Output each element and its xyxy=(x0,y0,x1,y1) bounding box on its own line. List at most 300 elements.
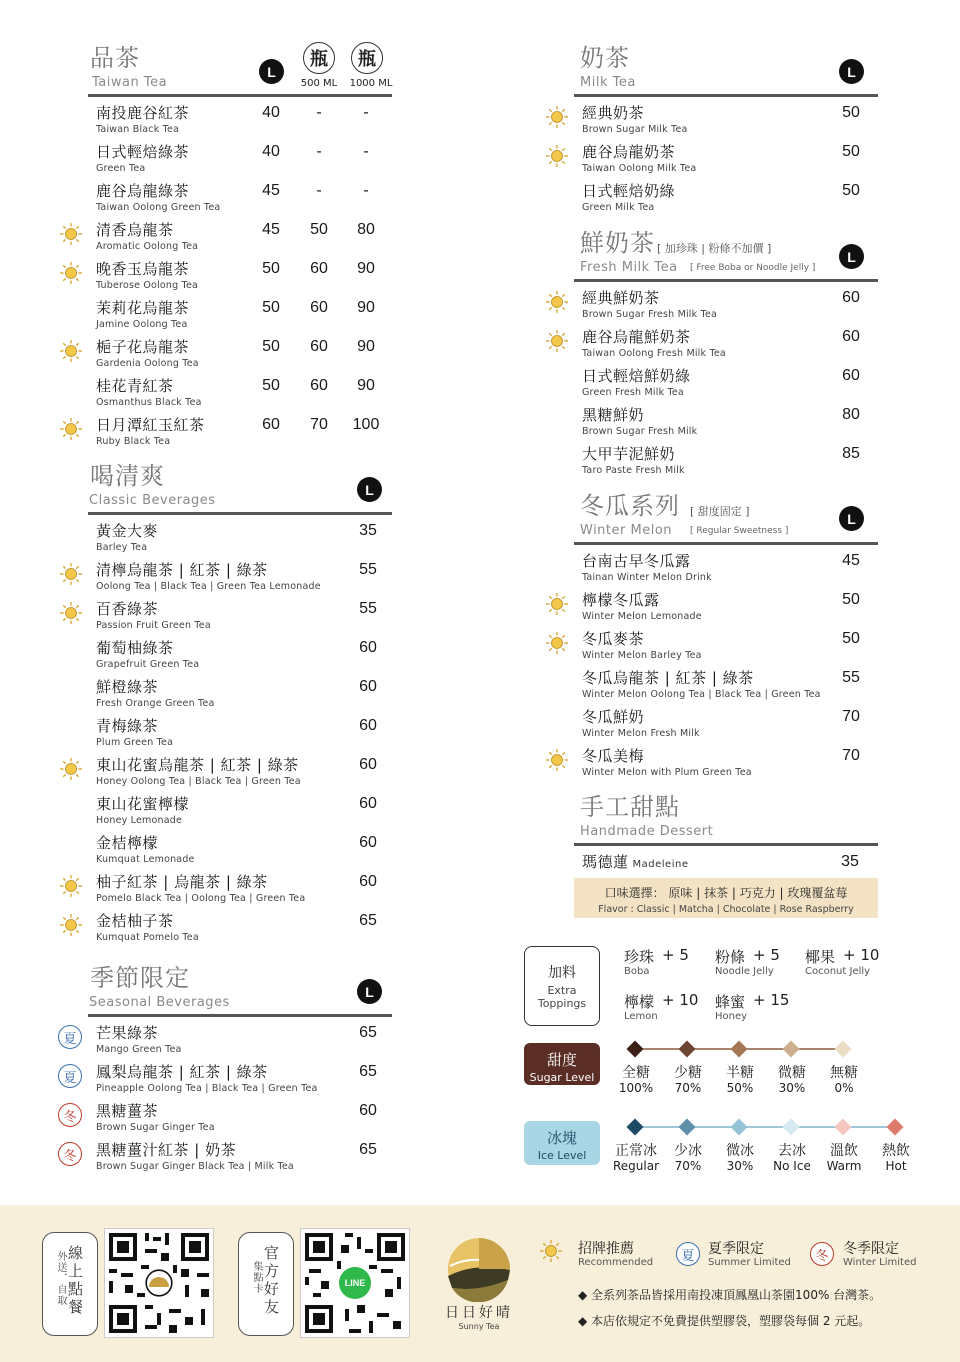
topping-name-en: Coconut Jelly xyxy=(805,966,871,977)
level-name: 微冰 xyxy=(726,1143,754,1159)
line-friend-qr[interactable] xyxy=(300,1228,410,1338)
menu-item xyxy=(96,416,205,455)
topping-price: + 15 xyxy=(753,991,790,1009)
item-price: 85 xyxy=(842,445,860,462)
item-name-en: Taiwan Black Tea xyxy=(96,124,180,135)
item-name: 日式輕焙綠茶 xyxy=(96,143,190,161)
sugar-scale-line xyxy=(610,1040,870,1060)
item-price: 90 xyxy=(357,260,375,277)
summer-badge-icon: 夏 xyxy=(58,1025,82,1049)
level-name: 半糖 xyxy=(726,1065,754,1081)
item-name: 大甲芋泥鮮奶 xyxy=(582,445,676,463)
menu-item xyxy=(96,338,199,377)
menu-item xyxy=(582,630,702,669)
item-name: 鳳梨烏龍茶 | 紅茶 | 綠茶 xyxy=(96,1063,268,1081)
online-order-box[interactable] xyxy=(42,1232,98,1336)
item-price: 60 xyxy=(842,367,860,384)
item-name-en: Gardenia Oolong Tea xyxy=(96,358,199,369)
item-name: 百香綠茶 xyxy=(96,600,159,618)
ml-1000-label: 1000 ML xyxy=(349,78,393,89)
item-name-en: Passion Fruit Green Tea xyxy=(96,620,211,631)
menu-item xyxy=(96,678,214,717)
section-divider xyxy=(88,512,392,515)
item-price: 50 xyxy=(310,221,328,238)
item-name-en: Jamine Oolong Tea xyxy=(96,319,188,330)
winter-melon-title: 冬瓜系列 xyxy=(580,492,680,520)
item-name: 鹿谷烏龍鮮奶茶 xyxy=(582,328,691,346)
menu-item xyxy=(96,834,195,873)
dessert-item xyxy=(582,853,688,874)
item-name-en: Brown Sugar Milk Tea xyxy=(582,124,688,135)
recommended-sun-icon xyxy=(60,875,82,897)
winter-badge-icon: 冬 xyxy=(58,1142,82,1166)
section-divider xyxy=(574,542,878,545)
winter-melon-subtitle: Winter Melon xyxy=(580,523,673,538)
item-name: 冬瓜麥茶 xyxy=(582,630,645,648)
item-name-en: Brown Sugar Ginger Black Tea | Milk Tea xyxy=(96,1161,294,1172)
item-price: 55 xyxy=(842,669,860,686)
online-order-sub: 外送．自取 xyxy=(55,1251,66,1306)
dessert-price: 35 xyxy=(841,853,859,870)
line-logo-icon: LINE xyxy=(339,1267,371,1299)
item-name: 冬瓜鮮奶 xyxy=(582,708,645,726)
recommended-sun-icon xyxy=(546,145,568,167)
flavor-zh: 口味選擇： 原味 | 抹茶 | 巧克力 | 玫瑰覆盆莓 xyxy=(604,886,848,900)
item-name: 冬瓜美梅 xyxy=(582,747,645,765)
item-name-en: Winter Melon with Plum Green Tea xyxy=(582,767,752,778)
section-divider xyxy=(574,94,878,97)
item-name: 柚子紅茶 | 烏龍茶 | 綠茶 xyxy=(96,873,268,891)
item-price: 90 xyxy=(357,377,375,394)
item-name-en: Tainan Winter Melon Drink xyxy=(582,572,712,583)
winter-badge-icon: 冬 xyxy=(810,1242,834,1266)
summer-badge-icon: 夏 xyxy=(58,1064,82,1088)
item-name-en: Taiwan Oolong Green Tea xyxy=(96,202,221,213)
menu-item xyxy=(96,182,220,221)
brand-name-en: Sunny Tea xyxy=(458,1322,500,1331)
level-value: Regular xyxy=(612,1159,660,1173)
recommended-sun-icon xyxy=(60,418,82,440)
level-name: 溫飲 xyxy=(830,1143,858,1159)
topping-price: + 10 xyxy=(843,946,880,964)
footer-note-2-text: 本店依規定不免費提供塑膠袋，塑膠袋每個 2 元起。 xyxy=(591,1314,871,1328)
menu-item xyxy=(96,795,189,834)
topping-price: + 10 xyxy=(662,991,699,1009)
item-price: - xyxy=(363,143,369,160)
item-price: 60 xyxy=(310,299,328,316)
item-price: 70 xyxy=(842,708,860,725)
item-name: 東山花蜜檸檬 xyxy=(96,795,190,813)
item-price: 50 xyxy=(842,143,860,160)
item-name-en: Fresh Orange Green Tea xyxy=(96,698,215,709)
menu-item xyxy=(582,406,697,445)
item-price: 60 xyxy=(262,416,280,433)
topping-name: 珍珠 xyxy=(624,948,655,966)
legend-summer-en: Summer Limited xyxy=(708,1257,791,1268)
summer-badge-icon: 夏 xyxy=(676,1242,700,1266)
topping-name: 檸檬 xyxy=(624,993,655,1011)
item-name-en: Green Milk Tea xyxy=(582,202,655,213)
topping-name: 粉條 xyxy=(715,948,746,966)
level-value: 30% xyxy=(778,1081,806,1095)
item-price: 90 xyxy=(357,299,375,316)
item-name: 東山花蜜烏龍茶 | 紅茶 | 綠茶 xyxy=(96,756,299,774)
bottle-1000-icon: 瓶 xyxy=(351,42,383,74)
menu-item xyxy=(96,1024,182,1063)
dessert-title: 手工甜點 xyxy=(580,793,680,821)
official-friend-sub: 集點卡 xyxy=(251,1261,262,1294)
footer-note-1: ◆ 全系列茶品皆採用南投凍頂鳳凰山茶園100% 台灣茶。 xyxy=(578,1288,882,1302)
menu-item xyxy=(96,756,301,795)
level-value: 70% xyxy=(674,1081,702,1095)
menu-item xyxy=(96,1141,294,1180)
item-name-en: Taro Paste Fresh Milk xyxy=(582,465,685,476)
item-name: 日月潭紅玉紅茶 xyxy=(96,416,205,434)
item-name-en: Taiwan Oolong Fresh Milk Tea xyxy=(582,348,726,359)
item-price: 35 xyxy=(359,522,377,539)
menu-item xyxy=(96,143,189,182)
milk-tea-title: 奶茶 xyxy=(580,44,630,72)
footer-note-1-text: 全系列茶品皆採用南投凍頂鳳凰山茶園100% 台灣茶。 xyxy=(591,1288,882,1302)
size-l-badge: L xyxy=(839,244,864,269)
menu-item xyxy=(582,104,688,143)
legend-recommended-en: Recommended xyxy=(578,1257,654,1268)
recommended-sun-icon xyxy=(540,1240,562,1262)
toppings-zh: 加料 xyxy=(548,965,576,981)
recommended-sun-icon xyxy=(60,223,82,245)
item-name-en: Green Fresh Milk Tea xyxy=(582,387,684,398)
ice-en: Ice Level xyxy=(537,1149,587,1162)
item-price: - xyxy=(316,182,322,199)
fresh-milk-note-en: [ Free Boba or Noodle Jelly ] xyxy=(690,263,816,273)
item-name-en: Pineapple Oolong Tea | Black Tea | Green Tea xyxy=(96,1083,318,1094)
item-name: 青梅綠茶 xyxy=(96,717,159,735)
item-price: 60 xyxy=(310,260,328,277)
item-name-en: Brown Sugar Fresh Milk Tea xyxy=(582,309,718,320)
item-price: 65 xyxy=(359,1063,377,1080)
bottle-500-icon: 瓶 xyxy=(303,42,335,74)
menu-item xyxy=(582,591,702,630)
item-price: 50 xyxy=(842,591,860,608)
topping-name: 椰果 xyxy=(805,948,836,966)
toppings-en1: Extra xyxy=(547,984,577,997)
menu-item xyxy=(582,747,752,786)
item-name-en: Winter Melon Oolong Tea | Black Tea | Green Tea xyxy=(582,689,821,700)
fresh-milk-title: 鮮奶茶 xyxy=(580,229,655,257)
recommended-sun-icon xyxy=(60,602,82,624)
milk-tea-subtitle: Milk Tea xyxy=(580,75,636,90)
legend-winter: 冬季限定 xyxy=(843,1241,899,1257)
section-divider xyxy=(88,94,392,97)
classic-title: 喝清爽 xyxy=(90,462,165,490)
level-name: 全糖 xyxy=(622,1065,650,1081)
menu-item xyxy=(96,522,158,561)
recommended-sun-icon xyxy=(546,593,568,615)
item-name-en: Honey Oolong Tea | Black Tea | Green Tea xyxy=(96,776,301,787)
item-name-en: Winter Melon Barley Tea xyxy=(582,650,702,661)
fresh-milk-note: [ 加珍珠 | 粉條不加價 ] xyxy=(657,242,772,255)
flavor-box xyxy=(574,878,878,918)
item-name-en: Plum Green Tea xyxy=(96,737,174,748)
level-name: 熱飲 xyxy=(882,1143,910,1159)
item-price: 60 xyxy=(359,873,377,890)
recommended-sun-icon xyxy=(546,106,568,128)
item-price: - xyxy=(316,143,322,160)
item-price: 50 xyxy=(262,377,280,394)
menu-item xyxy=(96,299,189,338)
item-name: 黑糖鮮奶 xyxy=(582,406,645,424)
recommended-sun-icon xyxy=(60,914,82,936)
item-price: 50 xyxy=(842,630,860,647)
item-price: 80 xyxy=(842,406,860,423)
item-name-en: Taiwan Oolong Milk Tea xyxy=(582,163,697,174)
level-value: No Ice xyxy=(773,1159,811,1173)
sugar-label xyxy=(524,1043,600,1085)
item-name-en: Green Tea xyxy=(96,163,146,174)
item-price: 40 xyxy=(262,104,280,121)
item-price: - xyxy=(316,104,322,121)
taiwan-tea-subtitle: Taiwan Tea xyxy=(92,75,168,90)
recommended-sun-icon xyxy=(60,758,82,780)
menu-item xyxy=(96,377,202,416)
ice-zh: 冰塊 xyxy=(546,1129,577,1147)
item-price: 60 xyxy=(842,289,860,306)
menu-item xyxy=(582,708,700,747)
item-name-en: Winter Melon Fresh Milk xyxy=(582,728,700,739)
item-price: 65 xyxy=(359,1024,377,1041)
recommended-sun-icon xyxy=(60,262,82,284)
menu-item xyxy=(96,600,211,639)
official-friend-box[interactable] xyxy=(238,1232,294,1336)
ice-label xyxy=(524,1121,600,1165)
size-l-badge: L xyxy=(259,59,284,84)
item-name-en: Osmanthus Black Tea xyxy=(96,397,202,408)
item-name: 清香烏龍茶 xyxy=(96,221,174,239)
online-order-label: 線上點餐 xyxy=(66,1245,84,1317)
item-name: 茉莉花烏龍茶 xyxy=(96,299,190,317)
menu-item xyxy=(582,289,717,328)
item-name: 冬瓜烏龍茶 | 紅茶 | 綠茶 xyxy=(582,669,754,687)
item-name-en: Tuberose Oolong Tea xyxy=(96,280,199,291)
level-value: 100% xyxy=(618,1081,654,1095)
item-name: 黑糖薑茶 xyxy=(96,1102,159,1120)
recommended-sun-icon xyxy=(60,340,82,362)
item-price: 60 xyxy=(359,756,377,773)
dessert-subtitle: Handmade Dessert xyxy=(580,824,714,839)
official-friend-label: 官方好友 xyxy=(262,1245,280,1317)
menu-item xyxy=(582,367,691,406)
item-price: 50 xyxy=(842,182,860,199)
item-price: - xyxy=(363,104,369,121)
level-value: 0% xyxy=(834,1081,854,1095)
topping-name: 蜂蜜 xyxy=(715,993,746,1011)
dessert-name: 瑪德蓮 xyxy=(582,853,629,871)
sugar-en: Sugar Level xyxy=(529,1071,595,1084)
menu-item xyxy=(96,717,173,756)
item-name-en: Pomelo Black Tea | Oolong Tea | Green Tea xyxy=(96,893,306,904)
sugar-zh: 甜度 xyxy=(546,1051,577,1069)
item-name: 金桔柚子茶 xyxy=(96,912,174,930)
flavor-en: Flavor : Classic | Matcha | Chocolate | Rose Raspberry xyxy=(598,904,854,915)
winter-badge-icon: 冬 xyxy=(58,1103,82,1127)
menu-item xyxy=(96,1063,318,1102)
item-price: 65 xyxy=(359,912,377,929)
item-name: 黑糖薑汁紅茶 | 奶茶 xyxy=(96,1141,237,1159)
item-price: - xyxy=(363,182,369,199)
item-name-en: Winter Melon Lemonade xyxy=(582,611,702,622)
footer-note-2: ◆ 本店依規定不免費提供塑膠袋，塑膠袋每個 2 元起。 xyxy=(578,1314,871,1328)
item-name: 鮮橙綠茶 xyxy=(96,678,159,696)
taiwan-tea-title: 品茶 xyxy=(90,44,140,72)
menu-item xyxy=(582,445,685,484)
item-price: 55 xyxy=(359,561,377,578)
item-price: 40 xyxy=(262,143,280,160)
item-price: 60 xyxy=(842,328,860,345)
brand-name: 日日好晴 xyxy=(445,1305,513,1321)
topping-name-en: Noodle Jelly xyxy=(715,966,774,977)
level-value: 30% xyxy=(726,1159,754,1173)
size-l-badge: L xyxy=(357,979,382,1004)
item-price: 60 xyxy=(359,678,377,695)
section-divider xyxy=(574,843,878,846)
item-name: 經典鮮奶茶 xyxy=(582,289,660,307)
item-name: 黃金大麥 xyxy=(96,522,159,540)
item-name-en: Grapefruit Green Tea xyxy=(96,659,200,670)
ml-500-label: 500 ML xyxy=(300,78,338,89)
item-price: 60 xyxy=(359,717,377,734)
item-price: 45 xyxy=(842,552,860,569)
menu-item xyxy=(582,552,712,591)
toppings-label-box xyxy=(524,946,600,1026)
item-name: 鹿谷烏龍綠茶 xyxy=(96,182,190,200)
menu-item xyxy=(96,912,199,951)
level-value: 50% xyxy=(726,1081,754,1095)
item-name-en: Aromatic Oolong Tea xyxy=(96,241,199,252)
section-divider xyxy=(574,279,878,282)
recommended-sun-icon xyxy=(60,563,82,585)
item-name-en: Ruby Black Tea xyxy=(96,436,171,447)
size-l-badge: L xyxy=(839,506,864,531)
menu-item xyxy=(582,182,675,221)
item-name: 葡萄柚綠茶 xyxy=(96,639,174,657)
item-price: 60 xyxy=(310,338,328,355)
menu-item xyxy=(96,260,198,299)
item-name-en: Mango Green Tea xyxy=(96,1044,182,1055)
winter-melon-note-en: [ Regular Sweetness ] xyxy=(690,526,789,536)
level-value: Warm xyxy=(826,1159,862,1173)
item-name-en: Barley Tea xyxy=(96,542,148,553)
item-name: 台南古早冬瓜露 xyxy=(582,552,691,570)
item-price: 70 xyxy=(310,416,328,433)
recommended-sun-icon xyxy=(546,632,568,654)
legend-recommended: 招牌推薦 xyxy=(578,1241,634,1257)
menu-item xyxy=(96,221,198,260)
level-name: 去冰 xyxy=(778,1143,806,1159)
menu-item xyxy=(96,1102,215,1141)
item-price: 60 xyxy=(359,834,377,851)
level-name: 無糖 xyxy=(830,1065,858,1081)
item-name: 鹿谷烏龍奶茶 xyxy=(582,143,676,161)
item-name: 南投鹿谷紅茶 xyxy=(96,104,190,122)
item-name-en: Honey Lemonade xyxy=(96,815,183,826)
item-price: 65 xyxy=(359,1141,377,1158)
item-price: 45 xyxy=(262,221,280,238)
topping-price: + 5 xyxy=(662,946,689,964)
level-name: 微糖 xyxy=(778,1065,806,1081)
menu-item xyxy=(582,328,726,367)
item-name: 梔子花烏龍茶 xyxy=(96,338,190,356)
item-price: 60 xyxy=(310,377,328,394)
item-name: 檸檬冬瓜露 xyxy=(582,591,660,609)
size-l-badge: L xyxy=(839,59,864,84)
legend-winter-en: Winter Limited xyxy=(843,1257,917,1268)
fresh-milk-subtitle: Fresh Milk Tea xyxy=(580,260,678,275)
menu-item xyxy=(582,143,696,182)
section-divider xyxy=(88,1014,392,1017)
item-name: 桂花青紅茶 xyxy=(96,377,174,395)
menu-item xyxy=(96,104,189,143)
item-price: 60 xyxy=(359,795,377,812)
dessert-name-en: Madeleine xyxy=(632,859,689,870)
sunny-tea-logo-icon xyxy=(446,1236,512,1302)
item-name: 經典奶茶 xyxy=(582,104,645,122)
item-price: 55 xyxy=(359,600,377,617)
item-price: 50 xyxy=(262,260,280,277)
level-value: Hot xyxy=(885,1159,907,1173)
item-price: 100 xyxy=(352,416,380,433)
item-name-en: Brown Sugar Ginger Tea xyxy=(96,1122,215,1133)
item-name-en: Brown Sugar Fresh Milk xyxy=(582,426,698,437)
item-price: 45 xyxy=(262,182,280,199)
menu-item xyxy=(582,669,821,708)
item-name: 日式輕焙奶綠 xyxy=(582,182,676,200)
menu-item xyxy=(96,873,305,912)
ice-scale-line xyxy=(610,1118,910,1138)
classic-subtitle: Classic Beverages xyxy=(89,493,216,508)
topping-name-en: Boba xyxy=(624,966,650,977)
recommended-sun-icon xyxy=(546,291,568,313)
level-name: 少冰 xyxy=(674,1143,702,1159)
item-name: 金桔檸檬 xyxy=(96,834,159,852)
winter-melon-note: [ 甜度固定 ] xyxy=(690,505,750,518)
toppings-en2: Toppings xyxy=(537,997,587,1010)
item-price: 60 xyxy=(359,1102,377,1119)
item-name-en: Kumquat Lemonade xyxy=(96,854,195,865)
seasonal-title: 季節限定 xyxy=(90,964,190,992)
topping-name-en: Lemon xyxy=(624,1011,658,1022)
item-price: 70 xyxy=(842,747,860,764)
item-name: 日式輕焙鮮奶綠 xyxy=(582,367,691,385)
item-name-en: Kumquat Pomelo Tea xyxy=(96,932,199,943)
item-price: 50 xyxy=(262,338,280,355)
legend-summer: 夏季限定 xyxy=(708,1241,764,1257)
item-price: 60 xyxy=(359,639,377,656)
item-price: 50 xyxy=(262,299,280,316)
menu-item xyxy=(96,561,321,600)
item-name-en: Oolong Tea | Black Tea | Green Tea Lemonade xyxy=(96,581,321,592)
item-price: 80 xyxy=(357,221,375,238)
level-name: 少糖 xyxy=(674,1065,702,1081)
seasonal-subtitle: Seasonal Beverages xyxy=(89,995,230,1010)
item-name: 清檸烏龍茶 | 紅茶 | 綠茶 xyxy=(96,561,268,579)
recommended-sun-icon xyxy=(546,330,568,352)
item-name: 晚香玉烏龍茶 xyxy=(96,260,190,278)
item-price: 50 xyxy=(842,104,860,121)
size-l-badge: L xyxy=(357,477,382,502)
online-order-qr[interactable] xyxy=(104,1228,214,1338)
level-value: 70% xyxy=(674,1159,702,1173)
item-name: 芒果綠茶 xyxy=(96,1024,159,1042)
